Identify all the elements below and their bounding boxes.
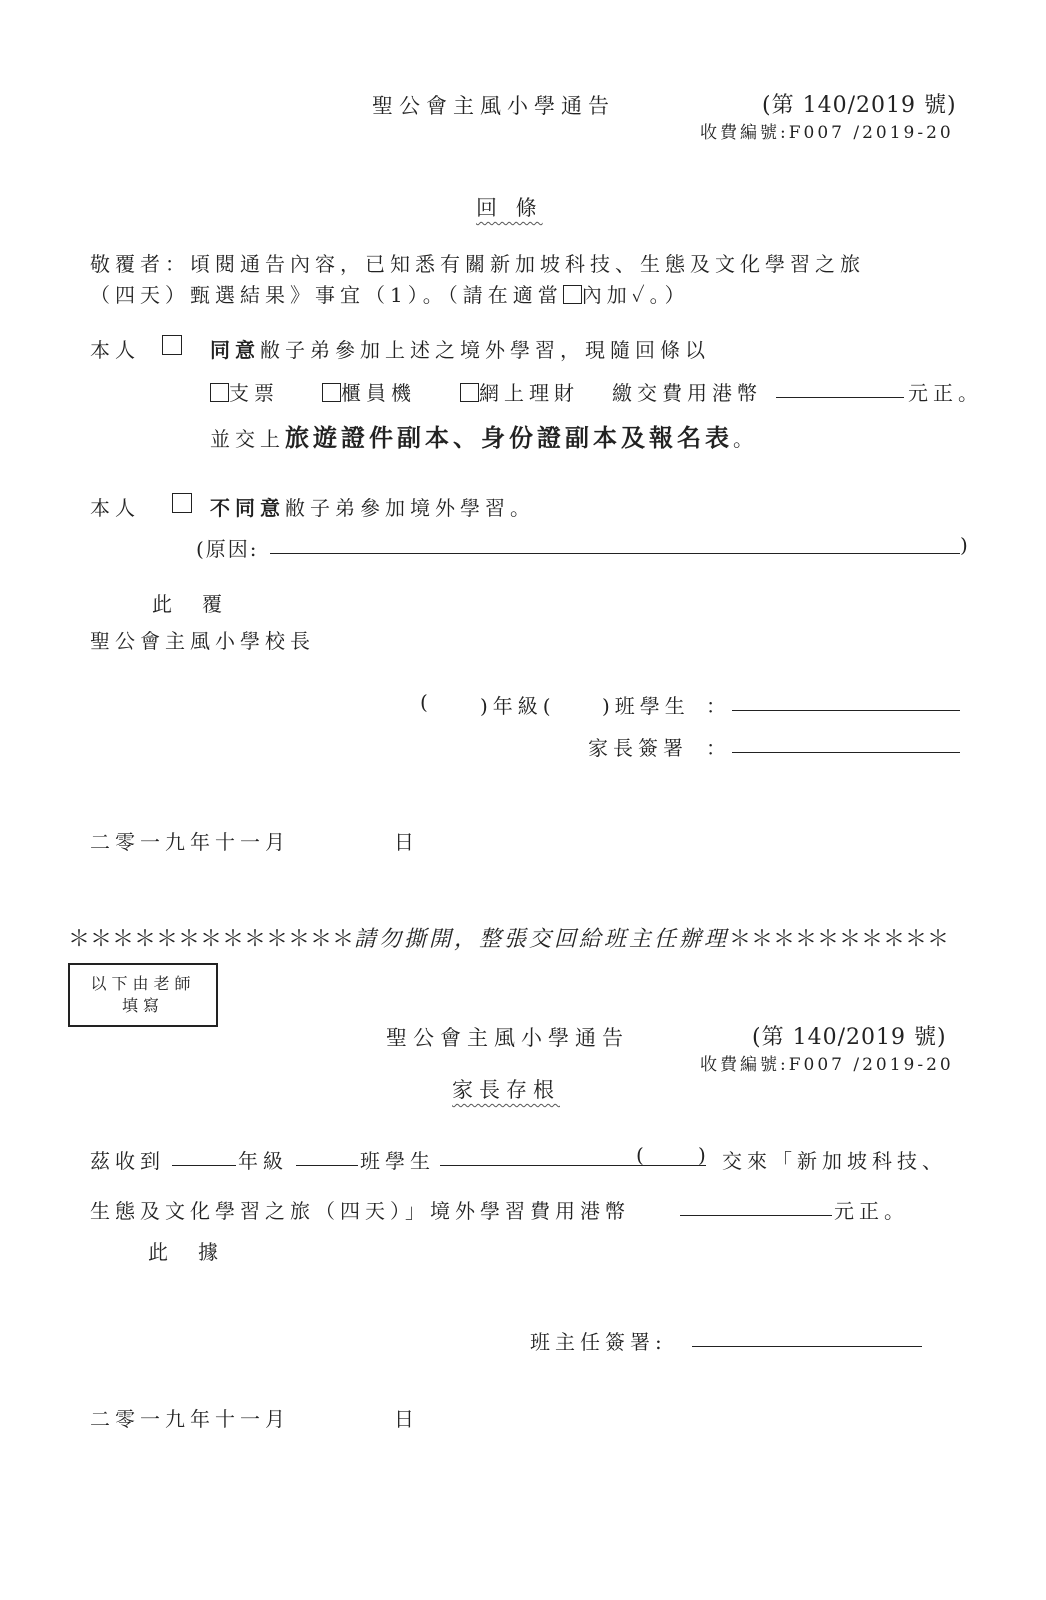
teacher-box-line-1: 以下由老師 xyxy=(90,974,196,993)
do-not-tear-text: 請勿撕開，整張交回給班主任辦理 xyxy=(354,927,730,952)
cheque-checkbox[interactable] xyxy=(210,383,229,402)
submit-documents-line xyxy=(210,418,758,453)
pay-unit: 元正。 xyxy=(908,381,983,405)
agree-statement xyxy=(210,334,710,363)
teacher-box-line-2: 填寫 xyxy=(121,996,164,1015)
parent-stub-title: 家長存根 xyxy=(452,1078,560,1102)
stub-date-day: 日 xyxy=(394,1407,419,1431)
student-colon: ： xyxy=(706,694,731,718)
receipt-grade-label: 年級 xyxy=(238,1149,288,1173)
student-name-field[interactable] xyxy=(732,690,960,711)
stars-right: ＊＊＊＊＊＊＊＊＊＊ xyxy=(729,927,950,952)
fee-code: 收費編號:F007 /2019-20 xyxy=(700,123,954,143)
reason-field[interactable] xyxy=(270,533,960,554)
reply-date-day: 日 xyxy=(394,830,419,854)
teller-option xyxy=(322,377,416,406)
receipt-trip-start: 交來「新加坡科技、 xyxy=(722,1149,947,1173)
submit-documents-bold: 旅遊證件副本、身份證副本及報名表 xyxy=(285,424,733,452)
parent-sign-label: 家長簽署 xyxy=(588,736,688,760)
agree-bold: 同意 xyxy=(210,338,260,362)
reply-slip-title: 回 條 xyxy=(476,196,543,220)
intro-line-2 xyxy=(90,279,690,308)
teacher-fill-box xyxy=(68,963,218,1027)
pay-teller-label: 櫃員機 xyxy=(341,381,416,405)
stars-left: ＊＊＊＊＊＊＊＊＊＊＊＊＊ xyxy=(68,927,355,952)
agree-label-prefix: 本人 xyxy=(90,338,140,362)
submit-prefix: 並交上 xyxy=(210,427,285,451)
receipt-student-label: 班學生 xyxy=(360,1149,435,1173)
reply-closing: 此 覆 xyxy=(152,592,227,616)
intro-line-2-text: （四天）甄選結果》事宜（1）。（請在適當 xyxy=(90,283,563,307)
intro-line-2-end: 內加✓。） xyxy=(581,283,690,307)
reply-date: 二零一九年十一月 xyxy=(90,830,290,854)
disagree-bold: 不同意 xyxy=(210,496,285,520)
teacher-signature-field[interactable] xyxy=(692,1326,922,1347)
do-not-tear-divider xyxy=(68,922,949,953)
parent-signature-field[interactable] xyxy=(732,732,960,753)
receipt-received: 茲收到 xyxy=(90,1149,165,1173)
addressee: 聖公會主風小學校長 xyxy=(90,629,315,653)
payment-methods xyxy=(210,377,279,406)
reason-label: (原因: xyxy=(196,537,259,561)
pay-fee-label: 繳交費用港幣 xyxy=(612,381,762,405)
stub-closing: 此 據 xyxy=(148,1240,223,1264)
receipt-line-2: 生態及文化學習之旅（四天）」境外學習費用港幣 xyxy=(90,1199,630,1223)
receipt-grade-field[interactable] xyxy=(172,1145,236,1166)
stub-date: 二零一九年十一月 xyxy=(90,1407,290,1431)
student-grade-label: )年級( xyxy=(480,694,556,718)
teacher-sign-label: 班主任簽署: xyxy=(530,1330,667,1354)
notice-number: (第 140/2019 號) xyxy=(762,93,957,118)
reason-close: ) xyxy=(960,533,968,557)
school-notice-heading: 聖公會主風小學通告 xyxy=(372,94,615,118)
receipt-unit: 元正。 xyxy=(834,1199,909,1223)
parent-colon: ： xyxy=(706,736,731,760)
agree-text: 敝子弟參加上述之境外學習，現隨回條以 xyxy=(260,338,710,362)
disagree-statement xyxy=(210,492,535,521)
receipt-class-field[interactable] xyxy=(296,1145,358,1166)
intro-line-1: 敬覆者：頃閱通告內容，已知悉有關新加坡科技、生態及文化學習之旅 xyxy=(90,252,865,276)
disagree-text: 敝子弟參加境外學習。 xyxy=(285,496,535,520)
teller-checkbox[interactable] xyxy=(322,383,341,402)
checkbox-icon xyxy=(563,285,582,304)
pay-online-label: 網上理財 xyxy=(479,381,579,405)
pay-cheque-label: 支票 xyxy=(229,381,279,405)
stub-school-notice: 聖公會主風小學通告 xyxy=(386,1026,629,1050)
receipt-no-open: ( xyxy=(636,1143,644,1167)
online-checkbox[interactable] xyxy=(460,383,479,402)
disagree-label-prefix: 本人 xyxy=(90,496,140,520)
student-class-label: )班學生 xyxy=(602,694,690,718)
fee-amount-field[interactable] xyxy=(776,377,904,398)
disagree-checkbox[interactable] xyxy=(172,493,192,514)
stub-notice-number: (第 140/2019 號) xyxy=(752,1025,947,1050)
online-option xyxy=(460,377,579,406)
submit-end: 。 xyxy=(733,427,758,451)
agree-checkbox[interactable] xyxy=(162,335,182,356)
receipt-no-close: ) xyxy=(698,1143,706,1167)
receipt-amount-field[interactable] xyxy=(680,1195,832,1216)
student-open-paren: ( xyxy=(420,690,428,714)
receipt-student-field[interactable] xyxy=(440,1145,706,1166)
stub-fee-code: 收費編號:F007 /2019-20 xyxy=(700,1055,954,1075)
